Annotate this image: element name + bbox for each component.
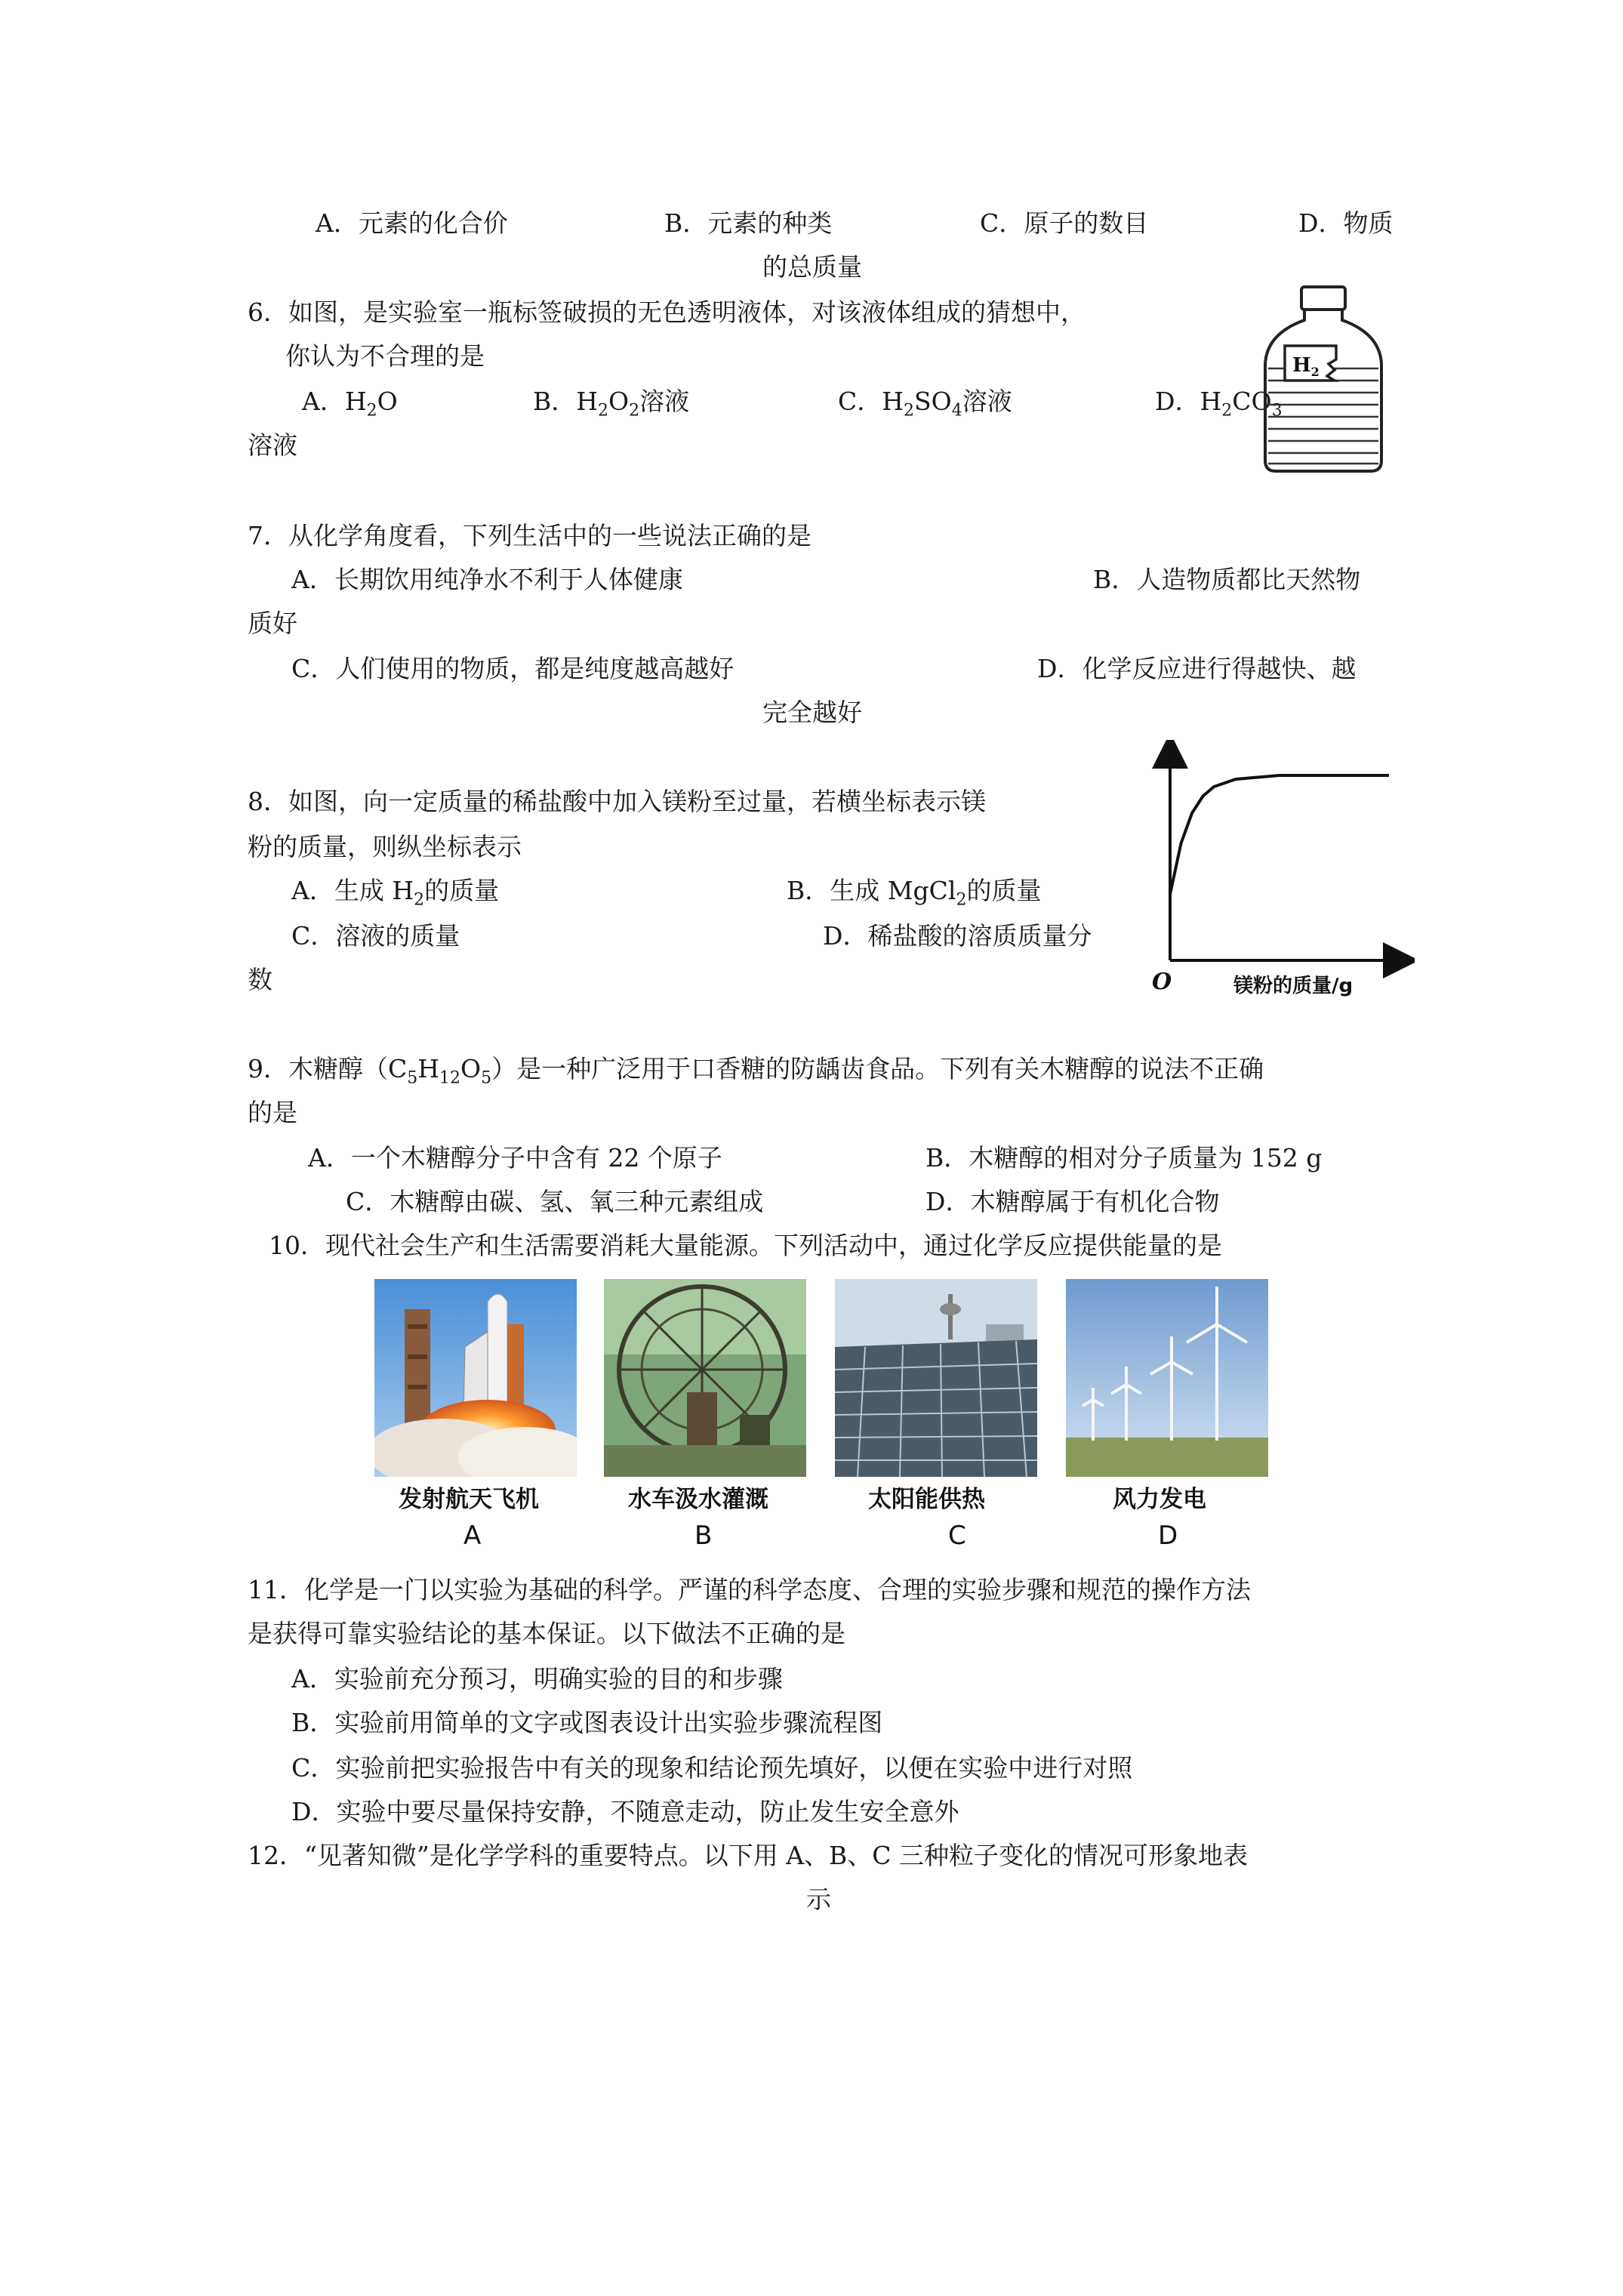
q12-stem-continued: 示	[806, 1885, 831, 1914]
q5-option-b: B．元素的种类	[664, 208, 833, 238]
letter-d: D	[1158, 1521, 1178, 1551]
q11-option-c: C．实验前把实验报告中有关的现象和结论预先填好，以便在实验中进行对照	[291, 1753, 1133, 1783]
q11-stem-line1: 11．化学是一门以实验为基础的科学。严谨的科学态度、合理的实验步骤和规范的操作方法	[248, 1575, 1251, 1604]
q6-option-b: B．$H_2O_2$溶液	[533, 387, 690, 421]
q5-option-c: C．原子的数目	[980, 208, 1149, 238]
origin-label: O	[1152, 969, 1172, 995]
q6-stem-line2: 你认为不合理的是	[285, 341, 485, 371]
q7-option-d: D．化学反应进行得越快、越	[1037, 654, 1357, 683]
q11-stem-line2: 是获得可靠实验结论的基本保证。以下做法不正确的是	[248, 1619, 845, 1648]
q11-option-b: B．实验前用简单的文字或图表设计出实验步骤流程图	[291, 1708, 883, 1737]
q9-option-b: B．木糖醇的相对分子质量为 152 g	[925, 1143, 1323, 1173]
q9-option-c: C．木糖醇由碳、氢、氧三种元素组成	[346, 1187, 764, 1216]
q5-option-a: A．元素的化合价	[316, 208, 508, 238]
caption-b: 水车汲水灌溉	[628, 1486, 768, 1513]
q9-stem-line1: 9．木糖醇$(C_5H_{12}O_5)$是一种广泛用于口香糖的防龋齿食品。下列有关木糖醇的说法不正确	[248, 1054, 1264, 1088]
q6-stem-line1: 6．如图，是实验室一瓶标签破损的无色透明液体，对该液体组成的猜想中，	[248, 297, 1086, 327]
q5-option-d-continued: 的总质量	[762, 252, 862, 282]
photo-shuttle-launch	[374, 1279, 577, 1477]
q8-stem-line1: 8．如图，向一定质量的稀盐酸中加入镁粉至过量，若横坐标表示镁	[248, 787, 986, 816]
photo-wind-power	[1066, 1279, 1268, 1477]
caption-c: 太阳能供热	[868, 1486, 985, 1513]
q6-option-a: A．$H_2O$	[302, 387, 398, 421]
q9-option-d: D．木糖醇属于有机化合物	[925, 1187, 1220, 1216]
q5-option-d: D．物质	[1298, 208, 1394, 238]
q8-option-d-continued: 数	[248, 965, 273, 994]
q6-option-d: D．$H_2CO_3$	[1155, 387, 1283, 421]
q8-option-b: B．生成 MgCl$_2$的质量	[787, 876, 1042, 910]
x-axis-label: 镁粉的质量/g	[1233, 975, 1354, 997]
q11-option-a: A．实验前充分预习，明确实验的目的和步骤	[291, 1664, 783, 1693]
q7-option-d-continued: 完全越好	[762, 698, 862, 727]
letter-b: B	[694, 1521, 713, 1551]
q8-stem-line2: 粉的质量，则纵坐标表示	[248, 832, 522, 861]
q7-option-b: B．人造物质都比天然物	[1093, 565, 1361, 594]
photo-water-wheel	[604, 1279, 806, 1477]
q8-option-c: C．溶液的质量	[291, 921, 460, 951]
series-line-curve	[1170, 775, 1389, 895]
caption-a: 发射航天飞机	[399, 1486, 539, 1513]
q8-line-chart	[1143, 740, 1415, 1004]
q7-option-a: A．长期饮用纯净水不利于人体健康	[291, 565, 683, 594]
q7-stem: 7．从化学角度看，下列生活中的一些说法正确的是	[248, 521, 812, 550]
q7-option-c: C．人们使用的物质，都是纯度越高越好	[291, 654, 735, 683]
q7-option-b-continued: 质好	[248, 609, 297, 638]
q9-option-a: A．一个木糖醇分子中含有 22 个原子	[308, 1143, 722, 1173]
photo-solar-heating	[835, 1279, 1037, 1477]
q11-option-d: D．实验中要尽量保持安静，不随意走动，防止发生安全意外	[291, 1797, 959, 1826]
label-text: $H_2$	[1292, 354, 1320, 379]
caption-d: 风力发电	[1113, 1486, 1206, 1513]
letter-a: A	[463, 1521, 482, 1551]
q12-stem: 12．“见著知微”是化学学科的重要特点。以下用 A、B、C 三种粒子变化的情况可形象地表	[248, 1841, 1249, 1870]
q8-option-a: A．生成 $H_2$的质量	[291, 876, 500, 910]
letter-c: C	[948, 1521, 966, 1551]
q9-stem-line2: 的是	[248, 1098, 297, 1127]
q10-stem: 10．现代社会生产和生活需要消耗大量能源。下列活动中，通过化学反应提供能量的是	[269, 1231, 1222, 1260]
q6-option-c: C．$H_2SO_4$溶液	[838, 387, 1012, 421]
q8-option-d: D．稀盐酸的溶质质量分	[823, 921, 1092, 951]
reagent-bottle-figure	[1259, 281, 1387, 477]
q6-option-d-continued: 溶液	[248, 430, 297, 460]
